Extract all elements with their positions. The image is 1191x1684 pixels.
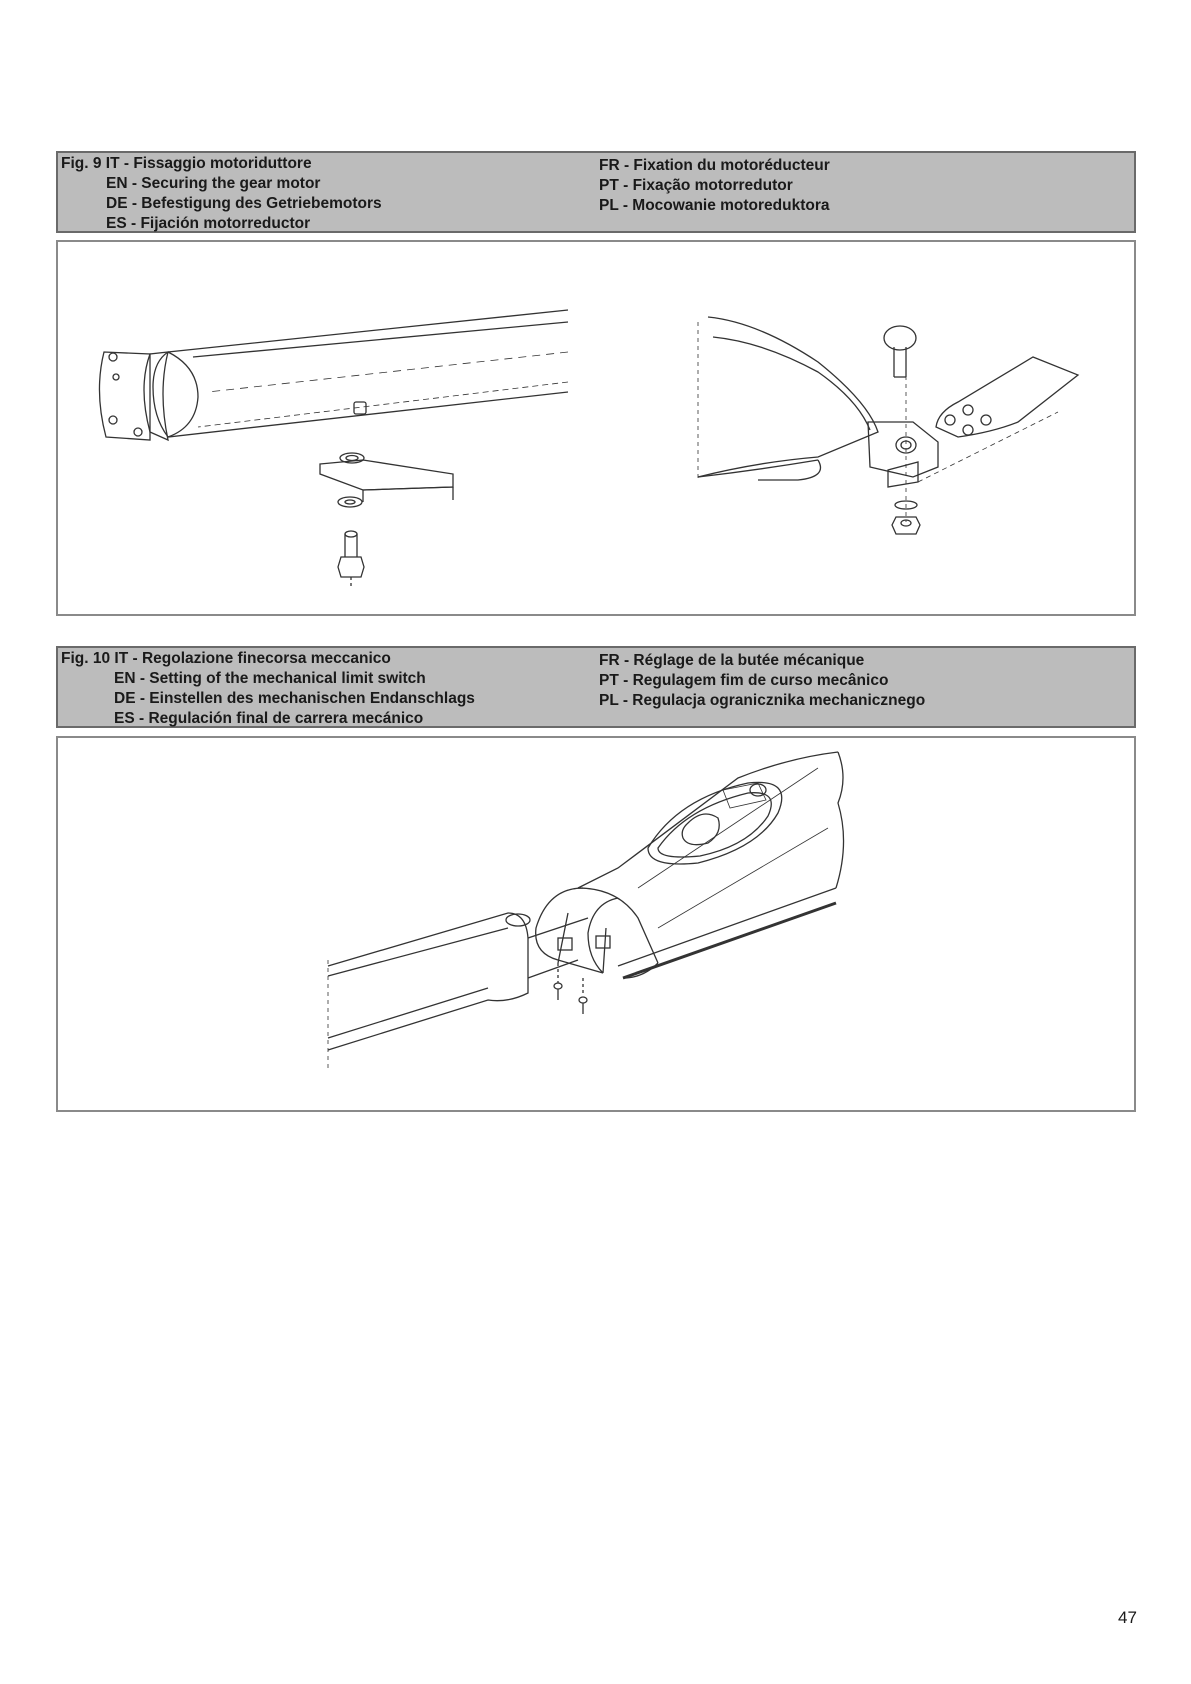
fig10-title-de: DE - Einstellen des mechanischen Endanschlags bbox=[114, 690, 475, 707]
fig10-title-it: Fig. 10 IT - Regolazione finecorsa meccanico bbox=[61, 650, 391, 667]
fig10-title-pt: PT - Regulagem fim de curso mecânico bbox=[599, 672, 889, 689]
arm-tube-drawing bbox=[328, 913, 588, 1068]
fig9-title-fr: FR - Fixation du motoréducteur bbox=[599, 157, 830, 174]
fig10-caption-left bbox=[61, 649, 475, 729]
fig9-title-es: ES - Fijación motorreductor bbox=[106, 215, 311, 232]
fig10-title-en: EN - Setting of the mechanical limit switch bbox=[114, 670, 426, 687]
page-number: 47 bbox=[1118, 1608, 1137, 1627]
fig9-title-pl: PL - Mocowanie motoreduktora bbox=[599, 197, 830, 214]
fig10-title-es: ES - Regulación final de carrera mecánico bbox=[114, 710, 424, 727]
operator-body-drawing bbox=[578, 752, 844, 978]
fig9-illustration bbox=[56, 240, 1136, 616]
fig9-caption-left bbox=[61, 154, 382, 234]
fig9-caption bbox=[56, 151, 1136, 233]
fig10-illustration bbox=[56, 736, 1136, 1112]
fig9-title-pt: PT - Fixação motorredutor bbox=[599, 177, 793, 194]
fig10-title-fr: FR - Réglage de la butée mécanique bbox=[599, 652, 865, 669]
fig9-title-de: DE - Befestigung des Getriebemotors bbox=[106, 195, 382, 212]
fixing-screws-drawing bbox=[554, 963, 587, 1014]
fig10-drawing bbox=[58, 738, 1138, 1114]
fig10-caption-right bbox=[599, 651, 925, 711]
fig9-drawing bbox=[58, 242, 1138, 618]
fig9-title-it: Fig. 9 IT - Fissaggio motoriduttore bbox=[61, 155, 312, 172]
operator-arm-drawing bbox=[698, 317, 1078, 534]
mounting-plate-drawing bbox=[320, 453, 453, 587]
fig10-caption bbox=[56, 646, 1136, 728]
gear-motor-tube-drawing bbox=[99, 310, 568, 440]
fig9-title-en: EN - Securing the gear motor bbox=[106, 175, 321, 192]
fig10-title-pl: PL - Regulacja ogranicznika mechanicznego bbox=[599, 692, 926, 709]
fig9-caption-right bbox=[599, 156, 830, 216]
